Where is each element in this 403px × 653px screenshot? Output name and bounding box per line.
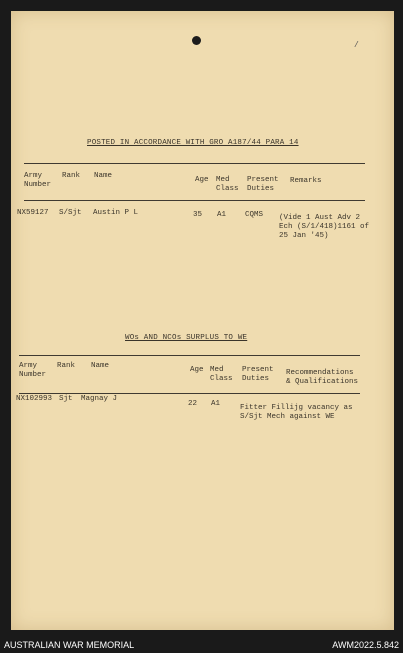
section1-header-age: Age [195,176,209,184]
section2-row-recommendations [240,404,353,422]
section2-header-rule [19,393,360,394]
section2-row-med-class: A1 [211,400,221,408]
section1-header-rule [24,200,365,201]
footer-accession-number: AWM2022.5.842 [332,640,399,650]
section2-header-name: Name [91,362,110,370]
section1-row-present-duties: CQMS [245,211,264,219]
section2-header-med-class: Med Class [210,366,233,383]
section1-row-rank: S/Sjt [59,209,82,217]
section2-row-army-number: NX102993 [16,395,53,403]
section2-top-rule [19,355,360,356]
section1-top-rule [24,163,365,164]
section2-heading: WOs AND NCOs SURPLUS TO WE [125,334,248,342]
section1-header-name: Name [94,172,113,180]
archive-footer [0,637,403,653]
section2-row-rank: Sjt [59,395,73,403]
section1-header-present-duties: Present Duties [247,176,279,193]
section1-row-army-number: NX59127 [17,209,49,217]
section2-header-present-duties: Present Duties [242,366,274,383]
section1-row-med-class: A1 [217,211,227,219]
section1-row-age: 35 [193,211,203,219]
section2-row-present-duties: Fitter [240,404,268,412]
punch-hole [192,36,201,45]
footer-institution: AUSTRALIAN WAR MEMORIAL [4,640,135,650]
pencil-mark: / [354,41,359,50]
section2-row-name: Magnay J [81,395,118,403]
section2-header-age: Age [190,366,204,374]
section1-row-remarks: (Vide 1 Aust Adv 2 Ech (S/1/418)1161 of 25 Jan '45) [279,214,370,240]
section1-header-remarks: Remarks [290,177,322,185]
section1-header-med-class: Med Class [216,176,239,193]
section2-row-age: 22 [188,400,198,408]
section2-row-recommendations-text: Fillijg vacancy as S/Sjt Mech against WE [240,404,353,421]
section2-header-recommendations: Recommendations & Qualifications [286,369,359,386]
document-page [11,11,394,630]
section2-header-rank: Rank [57,362,76,370]
section1-header-army-number: Army Number [24,172,52,189]
section1-heading: POSTED IN ACCORDANCE WITH GRO A187/44 PARA 14 [87,139,299,147]
section1-row-name: Austin P L [93,209,139,217]
section1-header-rank: Rank [62,172,81,180]
section2-header-army-number: Army Number [19,362,47,379]
